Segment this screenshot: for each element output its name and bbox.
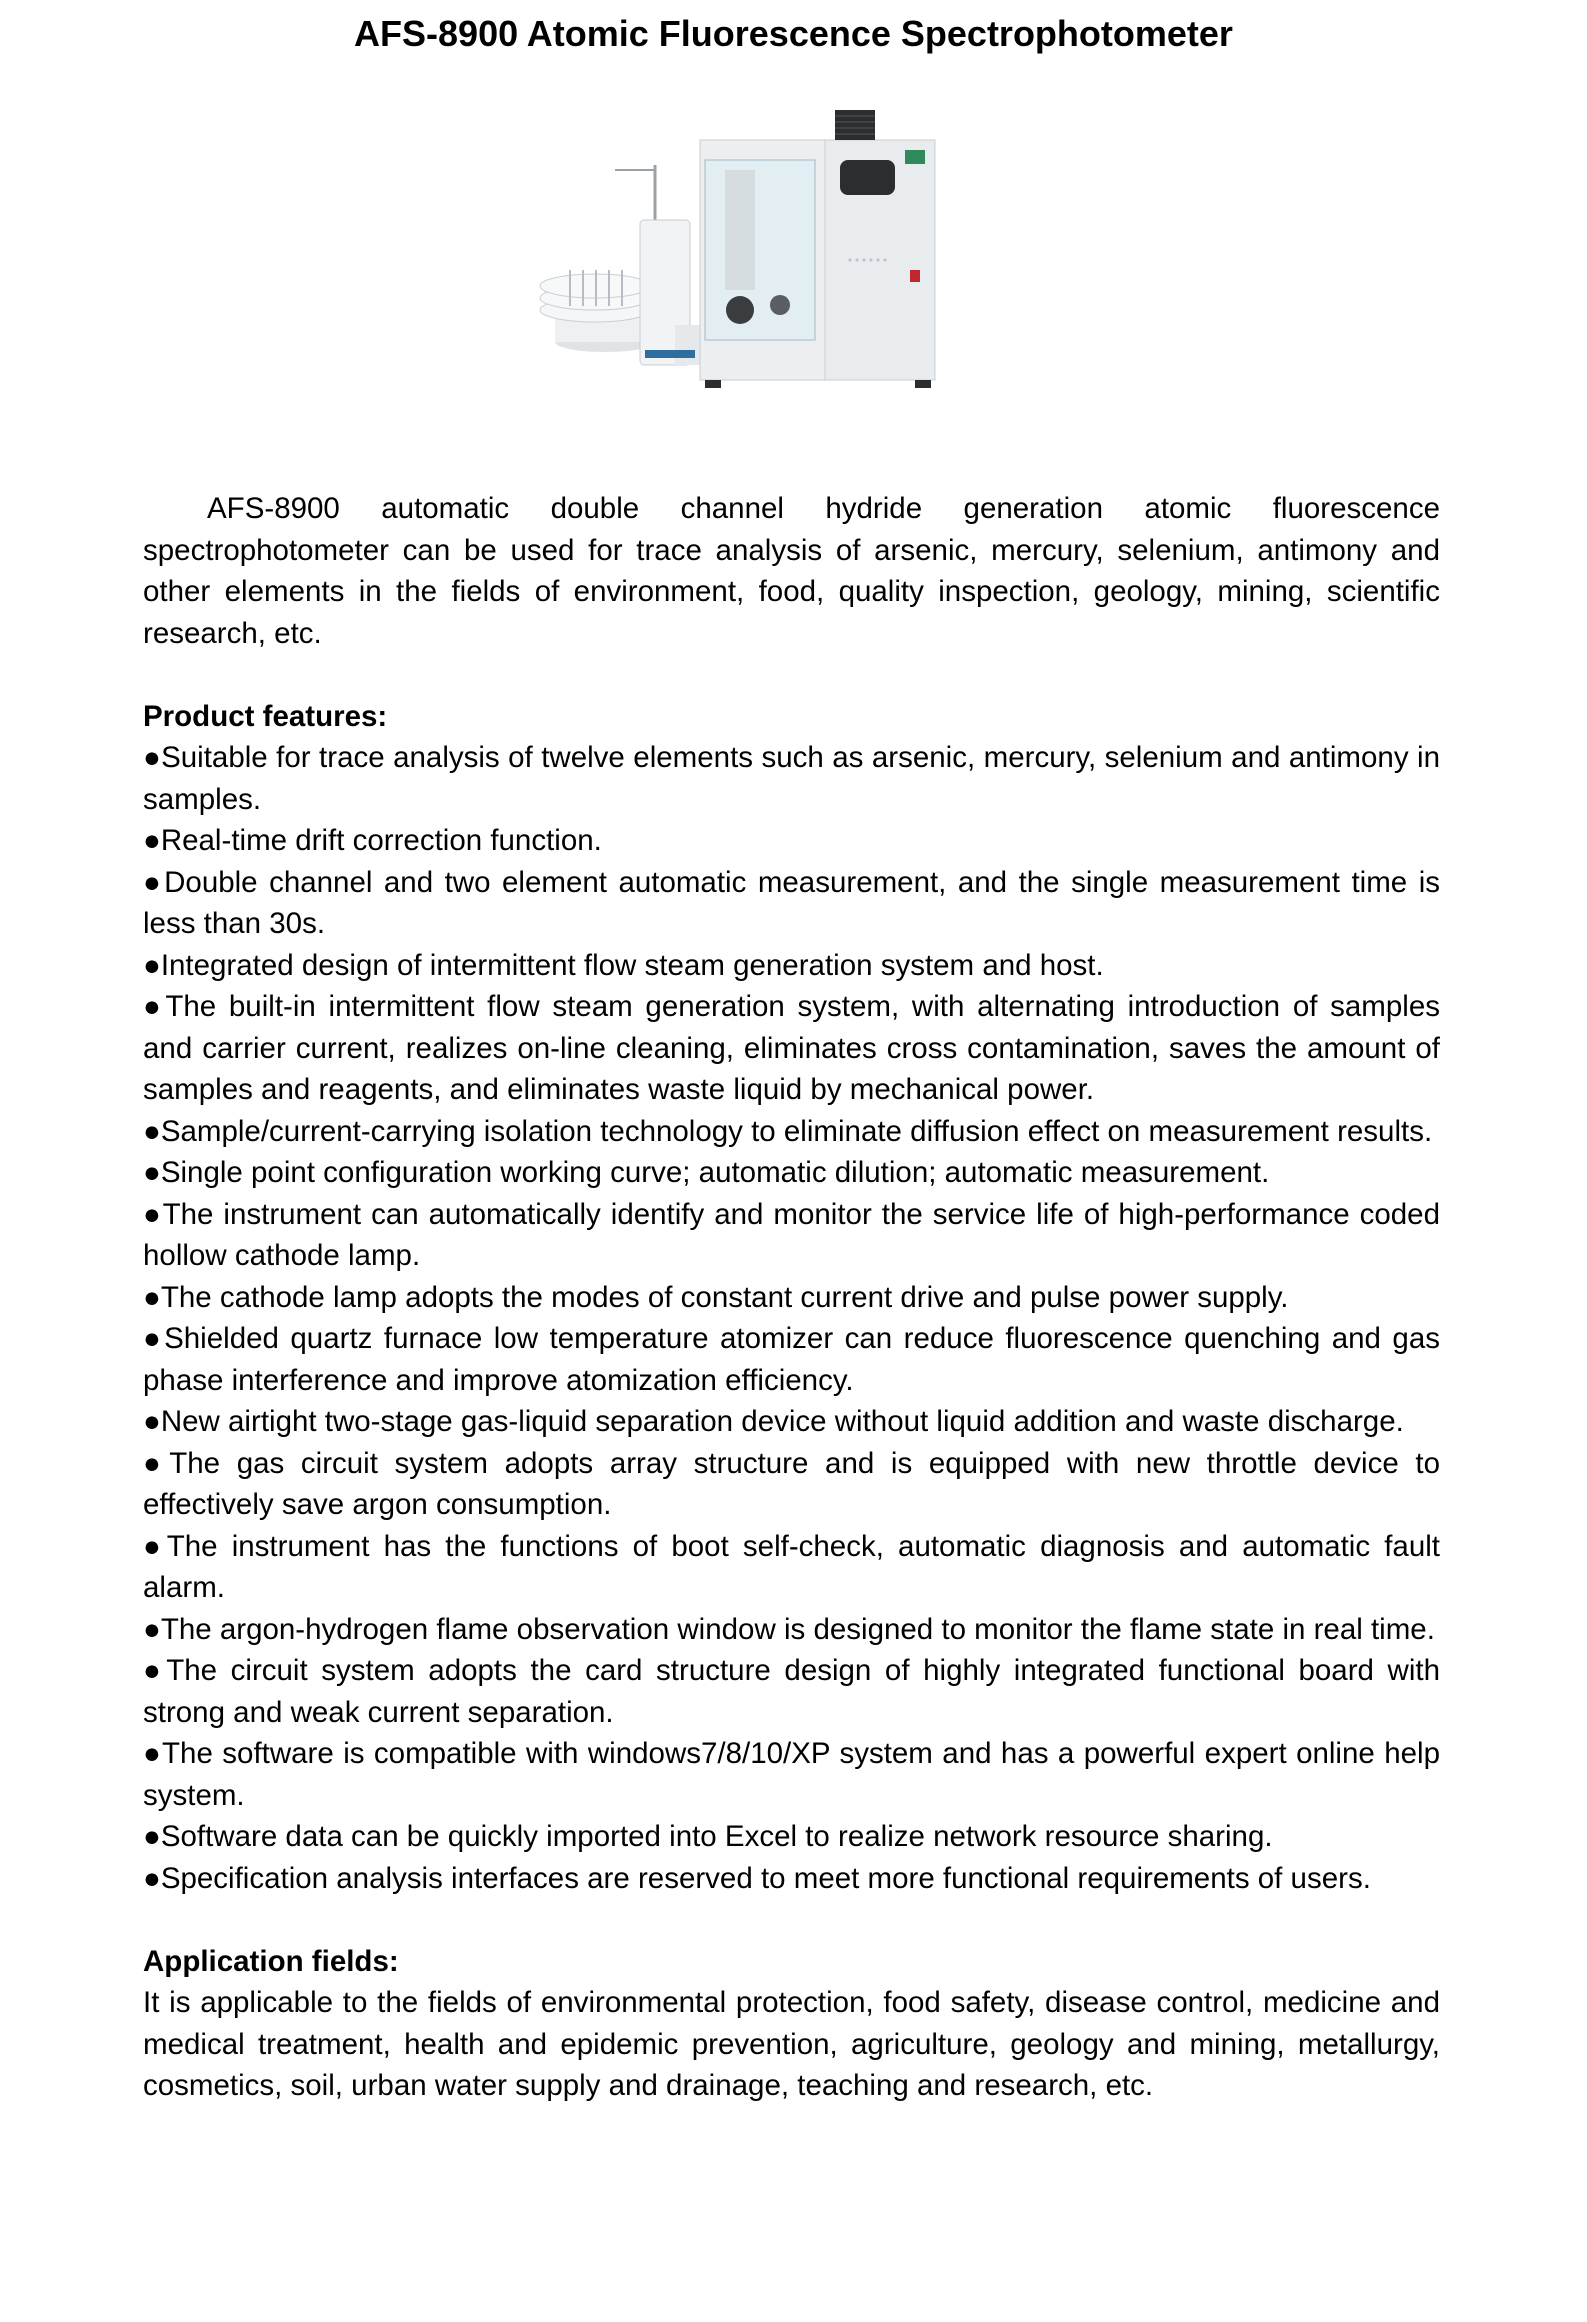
feature-item: ●Double channel and two element automatic measurement, and the single measurement time is less than 30s.: [143, 865, 1440, 940]
page-title: AFS-8900 Atomic Fluorescence Spectrophotometer: [354, 13, 1233, 54]
feature-item: ●New airtight two-stage gas-liquid separation device without liquid addition and waste discharge.: [143, 1405, 1404, 1438]
applications-heading: Application fields:: [143, 1944, 399, 1978]
feature-item: ●Software data can be quickly imported into Excel to realize network resource sharing.: [143, 1820, 1273, 1853]
feature-item: ●The instrument can automatically identify and monitor the service life of high-performance coded hollow cathode lamp.: [143, 1197, 1440, 1272]
features-list: [143, 737, 1440, 1899]
applications-paragraph: It is applicable to the fields of environmental protection, food safety, disease control, medicine and medical treatment, health and epidemic prevention, agriculture, geology and mining, metallurgy, cosmetics, soil, urban water supply and drainage, teaching and research, etc.: [143, 1986, 1440, 2102]
feature-item: ●The cathode lamp adopts the modes of constant current drive and pulse power supply.: [143, 1280, 1289, 1314]
feature-item: ●Shielded quartz furnace low temperature atomizer can reduce fluorescence quenching and gas phase interference and improve atomization efficiency.: [143, 1322, 1440, 1397]
features-heading: Product features:: [143, 699, 388, 733]
feature-item: ●Sample/current-carrying isolation technology to eliminate diffusion effect on measurement results.: [143, 1114, 1433, 1148]
feature-item: ●The argon-hydrogen flame observation window is designed to monitor the flame state in real time.: [143, 1612, 1435, 1646]
feature-item: ●The gas circuit system adopts array structure and is equipped with new throttle device to effectively save argon consumption.: [143, 1446, 1440, 1521]
feature-item: ●Single point configuration working curve; automatic dilution; automatic measurement.: [143, 1156, 1270, 1189]
feature-item: ●Integrated design of intermittent flow steam generation system and host.: [143, 948, 1104, 982]
document-body: [143, 488, 1440, 2107]
feature-item: ●The instrument has the functions of boot self-check, automatic diagnosis and automatic fault alarm.: [143, 1529, 1440, 1604]
feature-item: ●The built-in intermittent flow steam generation system, with alternating introduction of samples and carrier current, realizes on-line cleaning, eliminates cross contamination, saves the amount of samples and reagents, and eliminates waste liquid by mechanical power.: [143, 990, 1440, 1106]
intro-paragraph: AFS-8900 automatic double channel hydride generation atomic fluorescence spectrophotometer can be used for trace analysis of arsenic, mercury, selenium, antimony and other elements in the fields of environment, food, quality inspection, geology, mining, scientific research, etc.: [143, 492, 1440, 650]
feature-item: ●The circuit system adopts the card structure design of highly integrated functional board with strong and weak current separation.: [143, 1654, 1440, 1729]
feature-item: ●Specification analysis interfaces are reserved to meet more functional requirements of users.: [143, 1861, 1371, 1895]
feature-item: ●Suitable for trace analysis of twelve elements such as arsenic, mercury, selenium and antimony in samples.: [143, 741, 1440, 816]
product-photo: [535, 110, 1015, 410]
feature-item: ●The software is compatible with windows7/8/10/XP system and has a powerful expert online help system.: [143, 1737, 1440, 1812]
feature-item: ●Real-time drift correction function.: [143, 824, 602, 857]
